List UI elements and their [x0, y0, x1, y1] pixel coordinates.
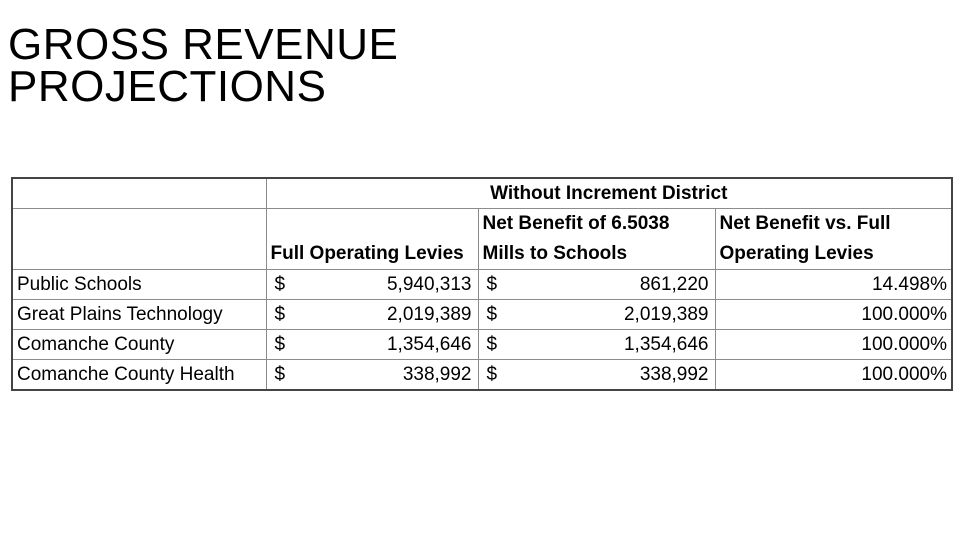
net-benefit-value: 2,019,389 — [623, 303, 709, 325]
column-header-row — [12, 209, 952, 270]
title-line-1: GROSS REVENUE — [8, 20, 399, 69]
currency-symbol: $ — [274, 303, 286, 325]
currency-symbol: $ — [274, 273, 286, 295]
blank-corner — [12, 209, 266, 270]
col-header-net-vs-full: Net Benefit vs. Full Operating Levies — [715, 209, 952, 270]
row-label: Comanche County Health — [12, 360, 266, 391]
table-row — [12, 360, 952, 391]
full-levies-value: 1,354,646 — [386, 333, 472, 355]
currency-symbol: $ — [274, 333, 286, 355]
title-line-2: PROJECTIONS — [8, 62, 327, 111]
col-header-full-levies: Full Operating Levies — [266, 209, 478, 270]
table-row — [12, 300, 952, 330]
net-benefit-cell — [478, 270, 715, 300]
currency-symbol: $ — [486, 303, 498, 325]
revenue-table — [11, 177, 953, 391]
full-levies-cell — [266, 360, 478, 391]
col-header-net-benefit: Net Benefit of 6.5038 Mills to Schools — [478, 209, 715, 270]
percent-cell: 100.000% — [715, 330, 952, 360]
net-benefit-cell — [478, 300, 715, 330]
revenue-table-container — [11, 177, 951, 395]
full-levies-cell — [266, 300, 478, 330]
full-levies-value: 2,019,389 — [386, 303, 472, 325]
row-label: Public Schools — [12, 270, 266, 300]
table-row — [12, 270, 952, 300]
currency-symbol: $ — [486, 273, 498, 295]
percent-cell: 100.000% — [715, 300, 952, 330]
group-header: Without Increment District — [266, 178, 952, 209]
row-label: Great Plains Technology — [12, 300, 266, 330]
currency-symbol: $ — [486, 333, 498, 355]
full-levies-value: 338,992 — [402, 363, 472, 385]
net-benefit-value: 861,220 — [639, 273, 709, 295]
group-header-row — [12, 178, 952, 209]
percent-cell: 14.498% — [715, 270, 952, 300]
full-levies-cell — [266, 330, 478, 360]
full-levies-cell — [266, 270, 478, 300]
blank-corner-top — [12, 178, 266, 209]
percent-cell: 100.000% — [715, 360, 952, 391]
net-benefit-value: 1,354,646 — [623, 333, 709, 355]
page-title — [8, 20, 608, 111]
currency-symbol: $ — [274, 363, 286, 385]
net-benefit-cell — [478, 330, 715, 360]
net-benefit-value: 338,992 — [639, 363, 709, 385]
row-label: Comanche County — [12, 330, 266, 360]
full-levies-value: 5,940,313 — [386, 273, 472, 295]
net-benefit-cell — [478, 360, 715, 391]
currency-symbol: $ — [486, 363, 498, 385]
table-row — [12, 330, 952, 360]
